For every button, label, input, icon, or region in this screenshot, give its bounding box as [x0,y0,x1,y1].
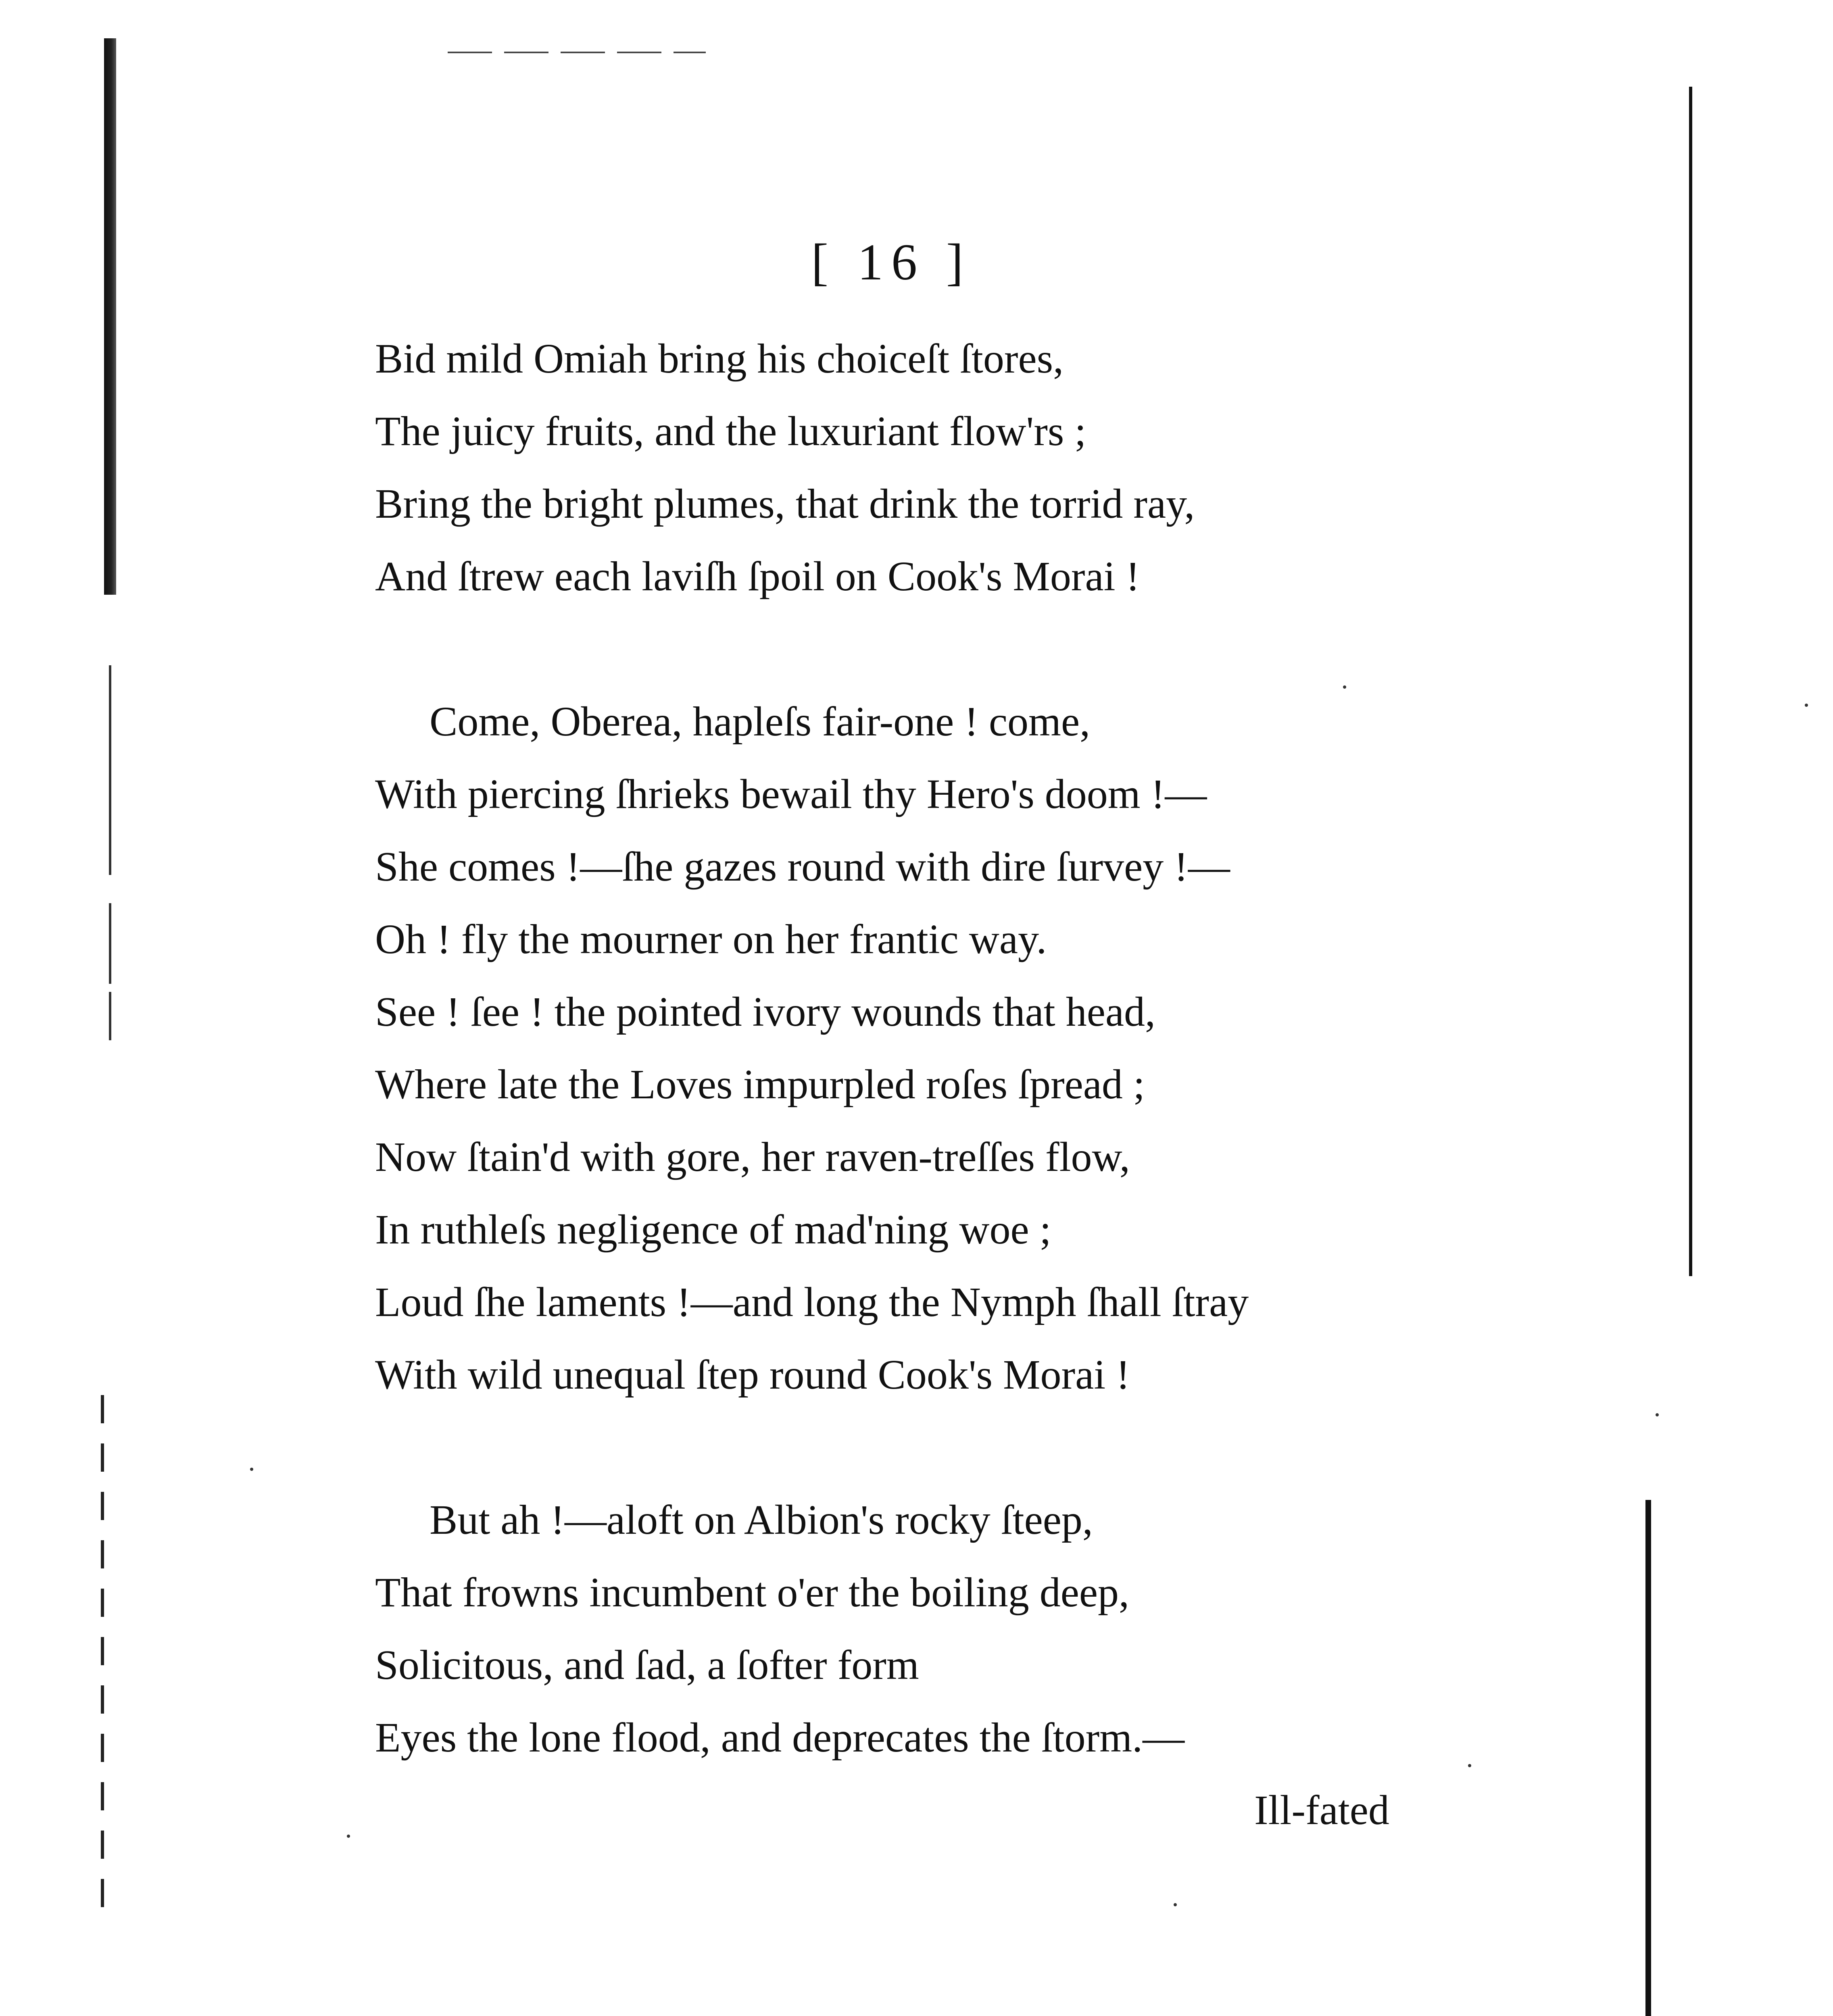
verse-line: Bring the bright plumes, that drink the torrid ray, [375,481,1195,527]
verse-line: Where late the Loves impurpled roſes ſpread ; [375,1061,1145,1108]
verse-line: With piercing ſhrieks bewail thy Hero's doom !— [375,771,1207,817]
verse-line: She comes !—ſhe gazes round with dire ſurvey !— [375,843,1230,890]
binding-edge-right [1689,87,1692,1276]
speck [1174,1903,1177,1906]
top-rule [448,52,706,53]
speck [250,1468,253,1471]
verse-line: Solicitous, and ſad, a ſofter form [375,1642,919,1688]
verse-line: Come, Oberea, hapleſs fair-one ! come, [430,698,1091,745]
verse-line: The juicy fruits, and the luxuriant flow'rs ; [375,408,1086,454]
catchword: Ill-fated [1254,1787,1389,1833]
verse-line: Loud ſhe laments !—and long the Nymph ſhall ſtray [375,1279,1249,1325]
verse-line: In ruthleſs negligence of mad'ning woe ; [375,1206,1051,1253]
poem-body [375,323,1504,1774]
binding-edge-right-lower [1645,1500,1651,2016]
page-number: [ 16 ] [811,233,972,291]
binding-edge-left [104,38,116,595]
speck [1805,704,1808,707]
binding-edge-dash [109,992,111,1040]
binding-edge-left-lower [101,1395,104,1919]
verse-line: See ! ſee ! the pointed ivory wounds that head, [375,989,1156,1035]
verse-line: Eyes the lone flood, and deprecates the ſtorm.— [375,1714,1185,1761]
speck [1656,1413,1659,1416]
stanza-break [375,613,1504,685]
verse-line: That frowns incumbent o'er the boiling deep, [375,1569,1130,1616]
verse-line: Oh ! fly the mourner on her frantic way. [375,916,1047,962]
verse-line: But ah !—aloft on Albion's rocky ſteep, [430,1497,1093,1543]
stanza-break [375,1411,1504,1484]
verse-line: Bid mild Omiah bring his choiceſt ſtores, [375,335,1064,382]
verse-line: And ſtrew each laviſh ſpoil on Cook's Morai ! [375,553,1140,600]
verse-line: Now ſtain'd with gore, her raven-treſſes flow, [375,1134,1130,1180]
speck [347,1835,350,1838]
binding-edge-dash [109,903,111,984]
binding-edge-dash [109,665,111,875]
verse-line: With wild unequal ſtep round Cook's Morai ! [375,1352,1130,1398]
